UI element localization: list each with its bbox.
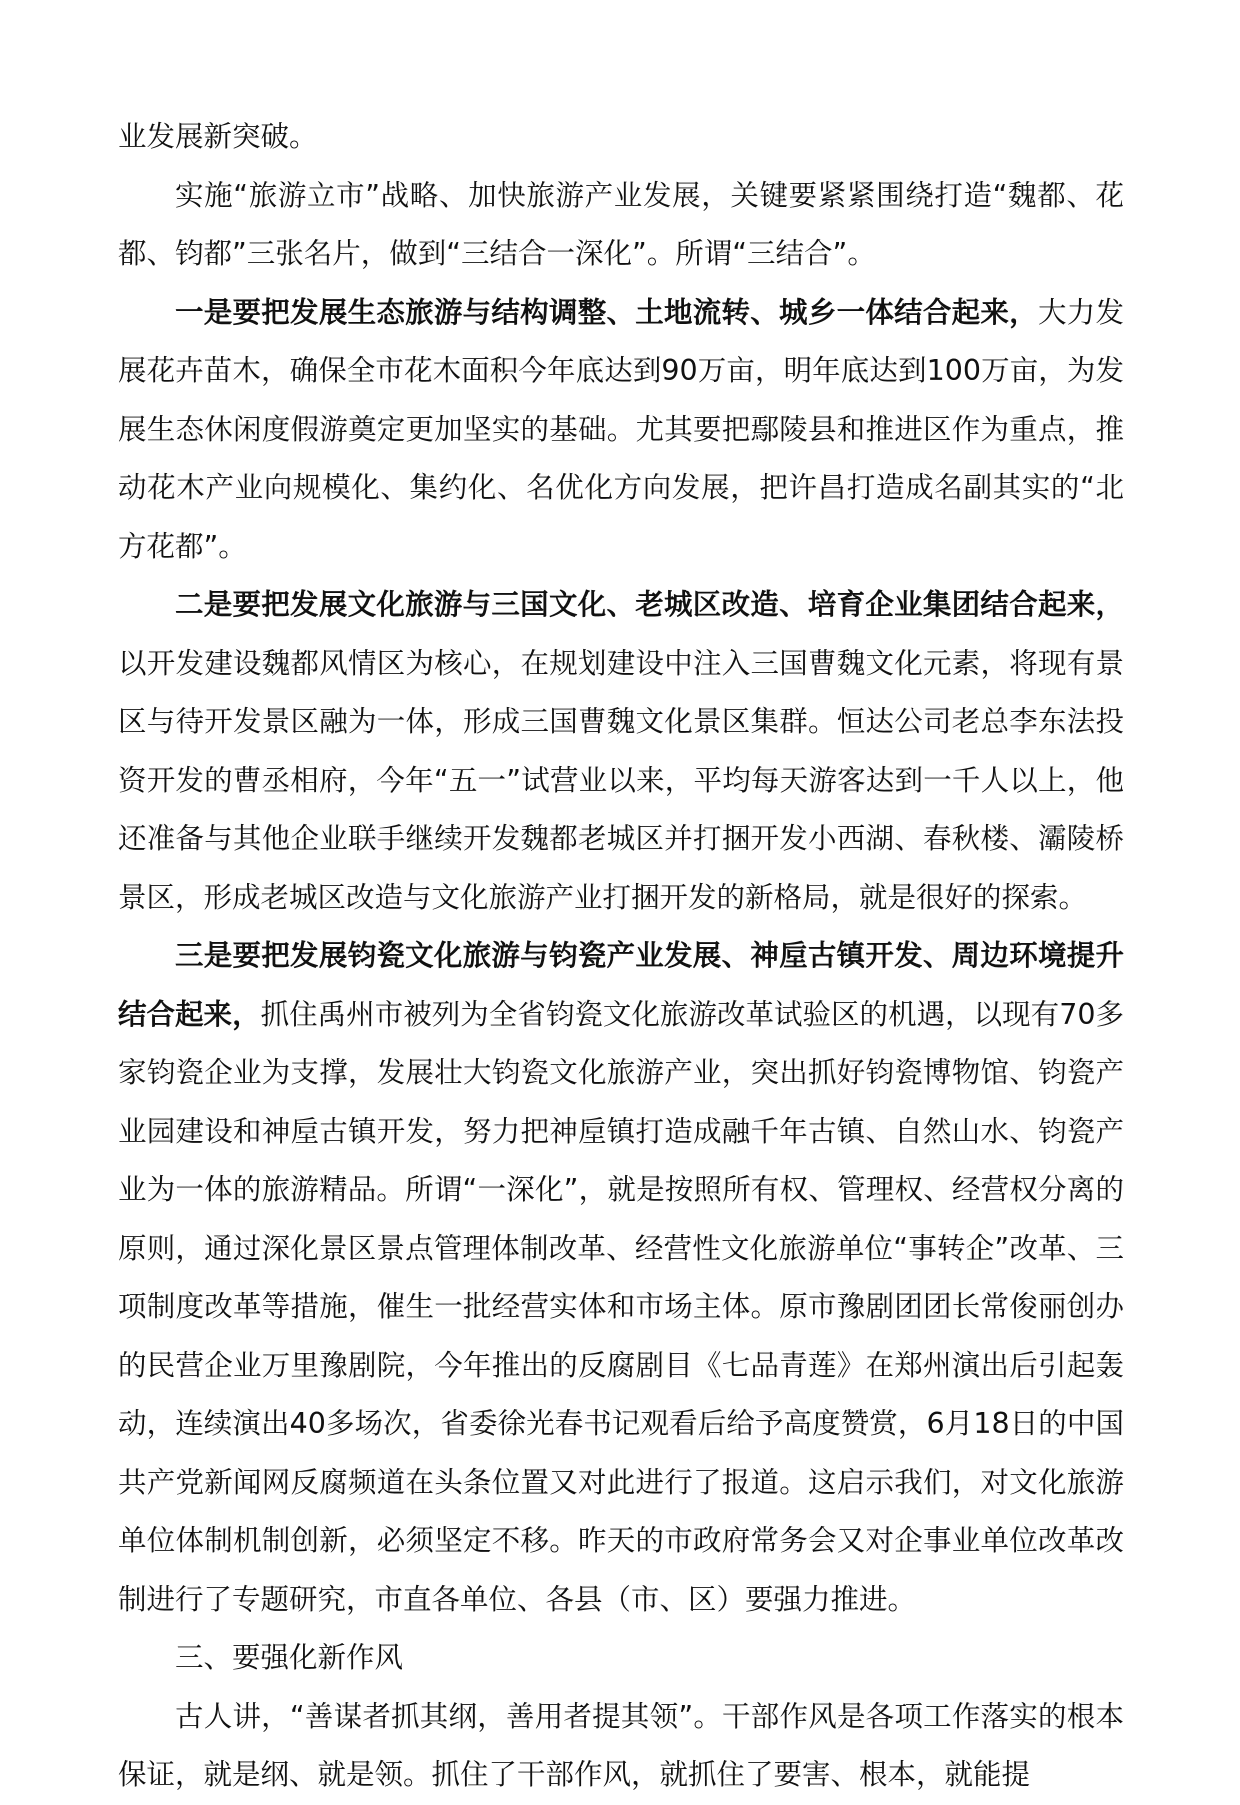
paragraph-point-three xyxy=(118,927,1124,1629)
paragraph-text: 以开发建设魏都风情区为核心，在规划建设中注入三国曹魏文化元素，将现有景区与待开发景区融为一体，形成三国曹魏文化景区集群。恒达公司老总李东法投资开发的曹丞相府，今年“五一”试营业以来，平均每天游客达到一千人以上，他还准备与其他企业联手继续开发魏都老城区并打捆开发小西湖、春秋楼、灞陵桥景区，形成老城区改造与文化旅游产业打捆开发的新格局，就是很好的探索。 xyxy=(118,646,1124,914)
paragraph-point-two xyxy=(118,576,1124,927)
paragraph-text: 古人讲，“善谋者抓其纲，善用者提其领”。干部作风是各项工作落实的根本保证，就是纲、就是领。抓住了干部作风，就抓住了要害、根本，就能提 xyxy=(118,1699,1124,1791)
section-heading xyxy=(118,1629,1124,1688)
paragraph-text: 大力发展花卉苗木，确保全市花木面积今年底达到90万亩，明年底达到100万亩，为发展生态休闲度假游奠定更加坚实的基础。尤其要把鄢陵县和推进区作为重点，推动花木产业向规模化、集约化、名优化方向发展，把许昌打造成名副其实的“北方花都”。 xyxy=(118,295,1124,563)
paragraph-lead-bold: 二是要把发展文化旅游与三国文化、老城区改造、培育企业集团结合起来， xyxy=(175,588,1124,621)
paragraph-style xyxy=(118,1688,1124,1805)
paragraph-text: 业发展新突破。 xyxy=(118,120,318,153)
paragraph-continuation xyxy=(118,108,1124,167)
paragraph-lead-bold: 三是要把发展钧瓷文化旅游与钧瓷产业发展、神垕古镇开发、周边环境提升结合起来， xyxy=(118,939,1124,1031)
paragraph-point-one xyxy=(118,284,1124,577)
paragraph-lead-bold: 一是要把发展生态旅游与结构调整、土地流转、城乡一体结合起来， xyxy=(175,295,1038,329)
document-page xyxy=(118,108,1124,1805)
paragraph-text: 实施“旅游立市”战略、加快旅游产业发展，关键要紧紧围绕打造“魏都、花都、钧都”三张名片，做到“三结合一深化”。所谓“三结合”。 xyxy=(118,178,1124,270)
paragraph-text: 三、要强化新作风 xyxy=(175,1641,404,1674)
paragraph-intro xyxy=(118,167,1124,284)
paragraph-text: 抓住禹州市被列为全省钧瓷文化旅游改革试验区的机遇，以现有70多家钧瓷企业为支撑，发展壮大钧瓷文化旅游产业，突出抓好钧瓷博物馆、钧瓷产业园建设和神垕古镇开发，努力把神垕镇打造成融千年古镇、自然山水、钧瓷产业为一体的旅游精品。所谓“一深化”，就是按照所有权、管理权、经营权分离的原则，通过深化景区景点管理体制改革、经营性文化旅游单位“事转企”改革、三项制度改革等措施，催生一批经营实体和市场主体。原市豫剧团团长常俊丽创办的民营企业万里豫剧院，今年推出的反腐剧目《七品青莲》在郑州演出后引起轰动，连续演出40多场次，省委徐光春书记观看后给予高度赞赏，6月18日的中国共产党新闻网反腐频道在头条位置又对此进行了报道。这启示我们，对文化旅游单位体制机制创新，必须坚定不移。昨天的市政府常务会又对企事业单位改革改制进行了专题研究，市直各单位、各县（市、区）要强力推进。 xyxy=(118,997,1124,1616)
